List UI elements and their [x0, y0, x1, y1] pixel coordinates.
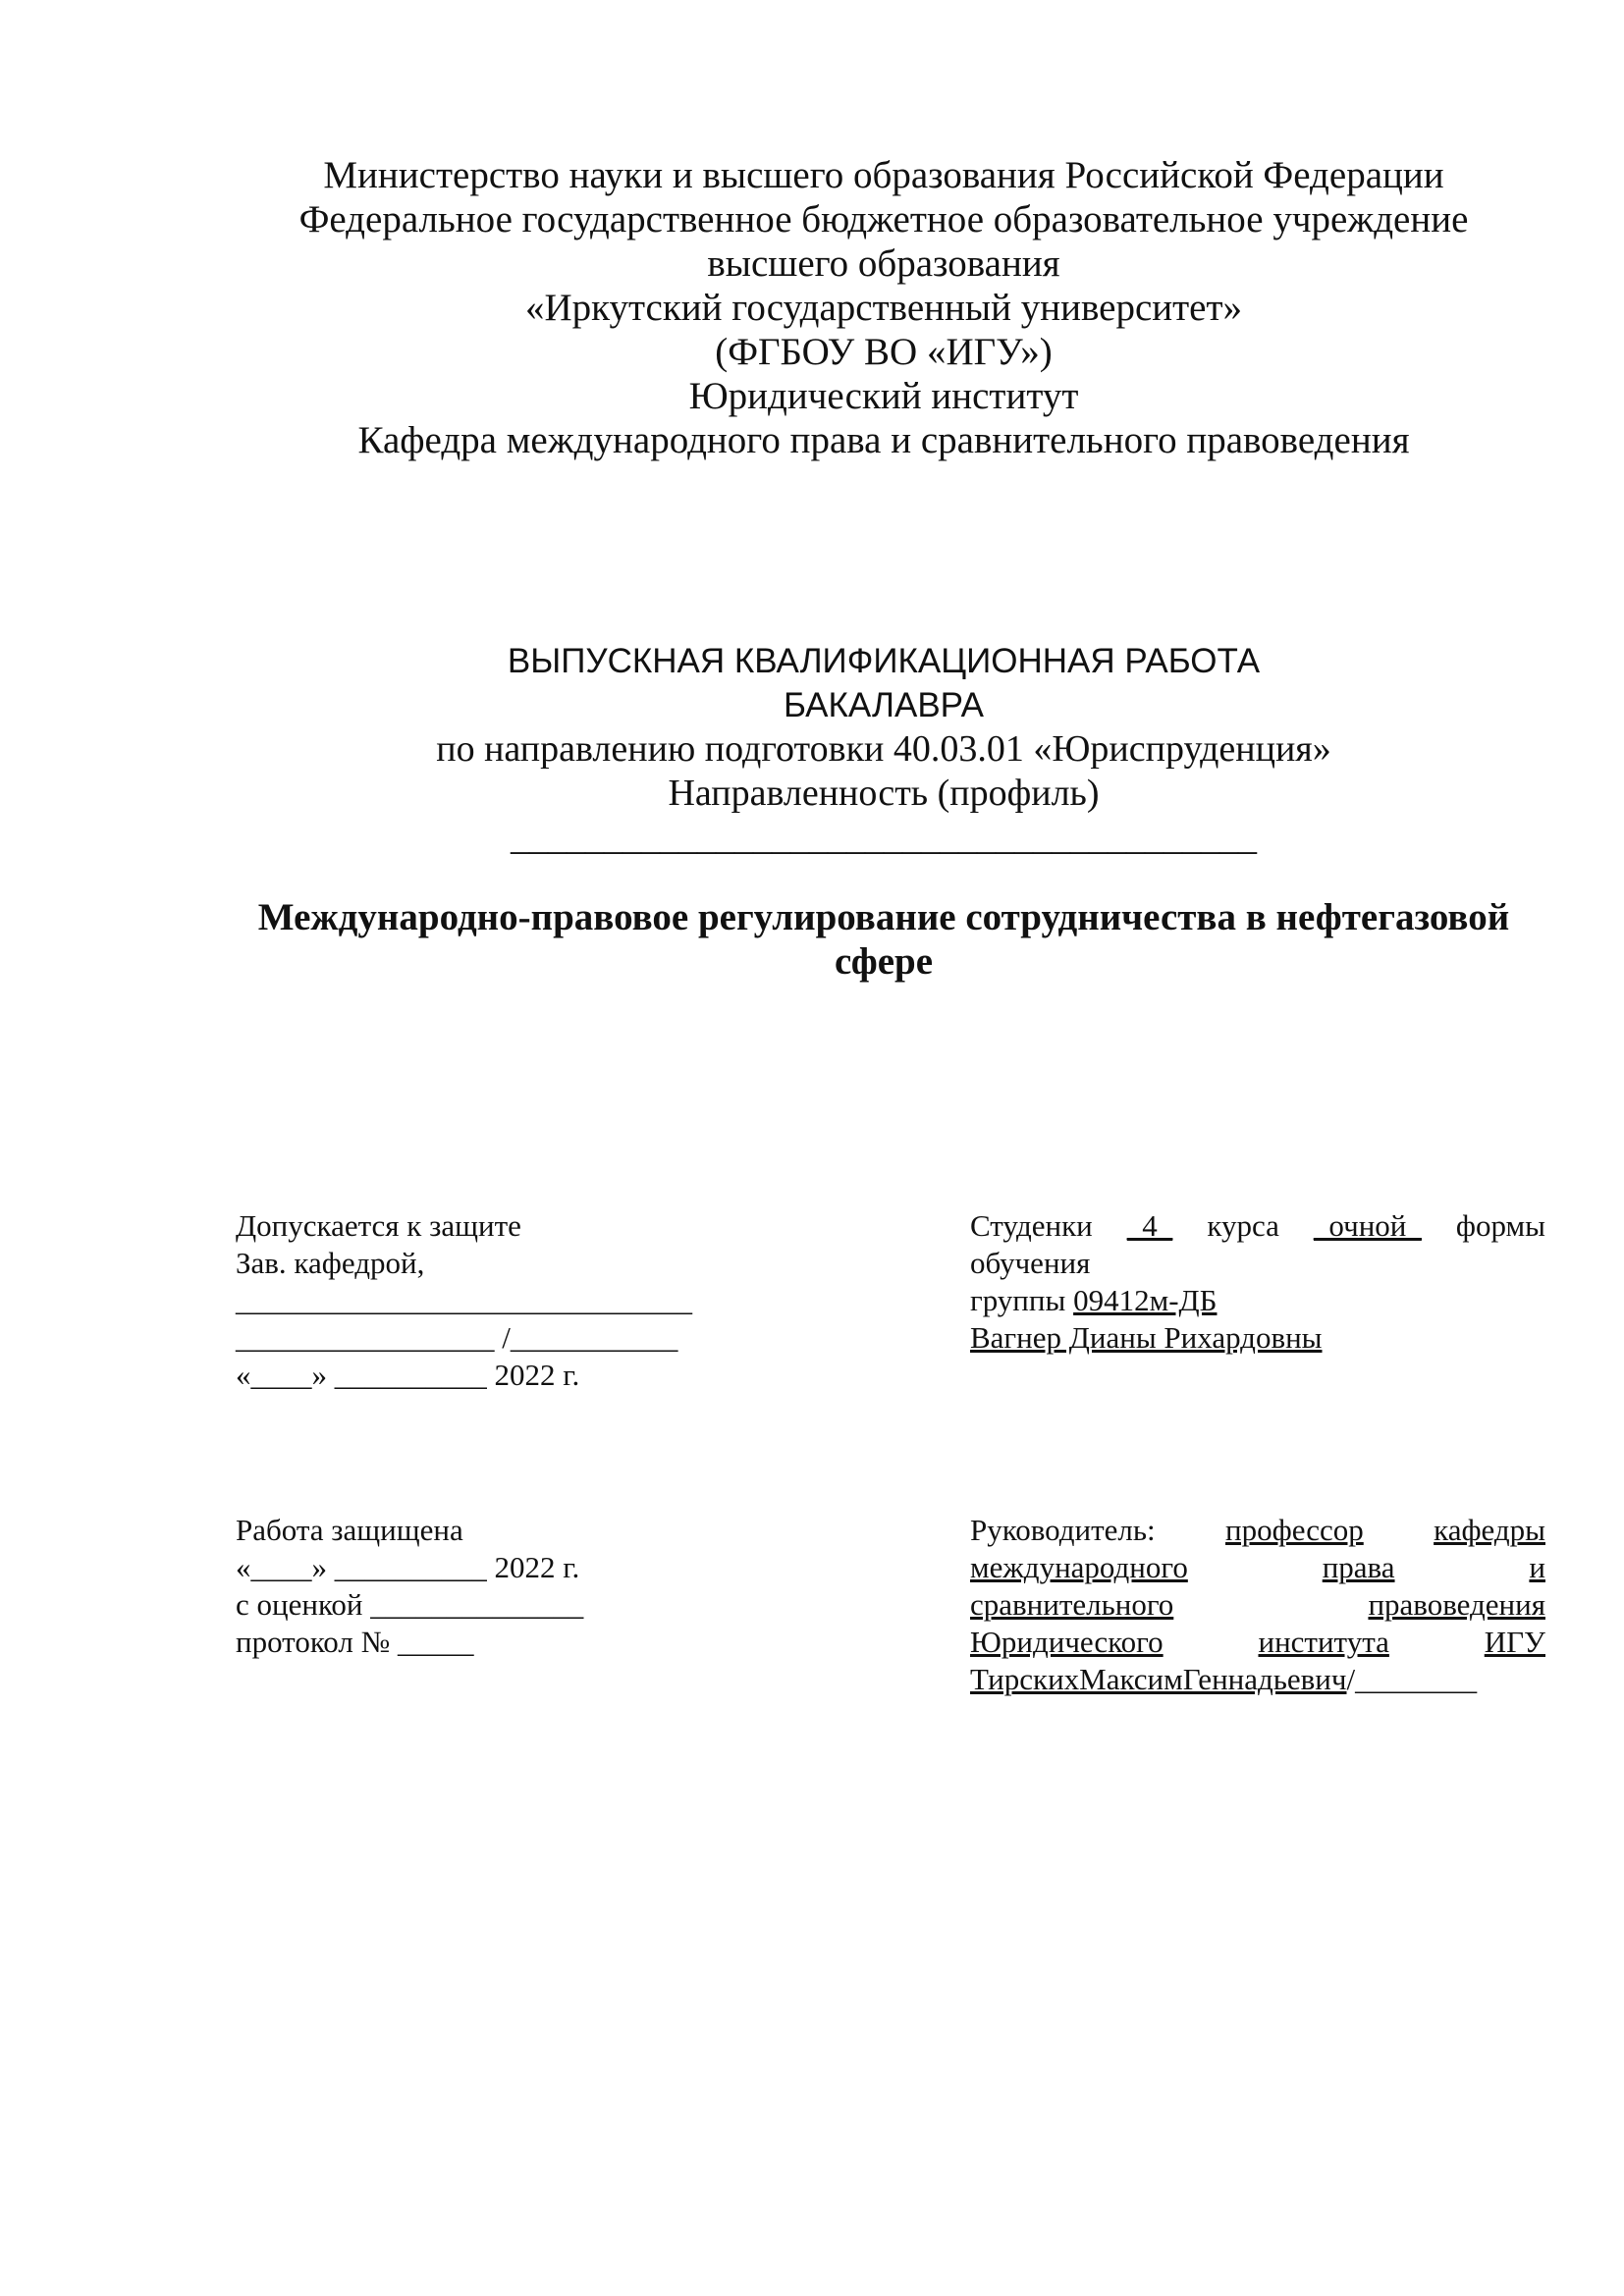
profile-line: Направленность (профиль)	[668, 773, 1100, 814]
supervisor-name: ТирскихМаксимГеннадьевич	[970, 1662, 1347, 1696]
supervisor-word6: сравнительного	[970, 1587, 1174, 1622]
defense-protocol: протокол № _____	[236, 1625, 474, 1659]
supervisor-word5: и	[1529, 1550, 1545, 1584]
student-line1	[970, 1207, 1545, 1245]
supervisor-word3: международного	[970, 1550, 1188, 1584]
thesis-title	[236, 895, 1532, 984]
supervisor-name-line	[970, 1661, 1545, 1698]
defense-date: «____» __________ 2022 г.	[236, 1550, 580, 1584]
supervisor-line3	[970, 1586, 1545, 1624]
defense-grade: с оценкой ______________	[236, 1587, 584, 1622]
institute-name: Юридический институт	[688, 375, 1079, 417]
admission-line2: Зав. кафедрой,	[236, 1246, 425, 1280]
student-name: Вагнер Дианы Рихардовны	[970, 1320, 1323, 1355]
defense-line1: Работа защищена	[236, 1513, 463, 1547]
supervisor-word8: Юридического	[970, 1625, 1164, 1659]
supervisor-word9: института	[1258, 1625, 1389, 1659]
study-form: _очной_	[1313, 1208, 1422, 1243]
work-type-block	[236, 639, 1532, 860]
supervisor-word7: правоведения	[1368, 1587, 1545, 1622]
course-number: _4_	[1126, 1208, 1173, 1243]
supervisor-line2	[970, 1549, 1545, 1586]
supervisor-label: Руководитель:	[970, 1513, 1156, 1547]
group-label: группы	[970, 1283, 1074, 1317]
work-type-line2: БАКАЛАВРА	[783, 686, 985, 724]
education-level-line: высшего образования	[707, 242, 1060, 285]
institution-type-line: Федеральное государственное бюджетное образовательное учреждение	[298, 198, 1469, 240]
direction-line: по направлению подготовки 40.03.01 «Юриспруденция»	[436, 728, 1331, 770]
student-line2: обучения	[970, 1246, 1091, 1280]
thesis-title-line1: Международно-правовое регулирование сотрудничества в нефтегазовой	[257, 896, 1510, 938]
department-name: Кафедра международного права и сравнительного правоведения	[357, 419, 1410, 461]
institution-header	[236, 153, 1532, 462]
student-word: Студенки	[970, 1208, 1093, 1243]
supervisor-word4: права	[1322, 1550, 1395, 1584]
supervisor-word2: кафедры	[1434, 1513, 1545, 1547]
profile-blank: ________________________________________	[511, 817, 1257, 858]
supervisor-line4	[970, 1624, 1545, 1661]
supervisor-block	[970, 1512, 1545, 1698]
supervisor-signature: /________	[1346, 1662, 1478, 1696]
admission-line4: _________________ /___________	[236, 1320, 678, 1355]
defense-block	[236, 1512, 746, 1661]
university-abbrev: (ФГБОУ ВО «ИГУ»)	[715, 331, 1053, 373]
student-block	[970, 1207, 1545, 1357]
course-word: курса	[1207, 1208, 1279, 1243]
work-type-line1: ВЫПУСКНАЯ КВАЛИФИКАЦИОННАЯ РАБОТА	[507, 642, 1261, 680]
supervisor-word1: профессор	[1225, 1513, 1364, 1547]
ministry-line: Министерство науки и высшего образования Российской Федерации	[323, 154, 1444, 196]
supervisor-line1	[970, 1512, 1545, 1549]
admission-date: «____» __________ 2022 г.	[236, 1358, 580, 1392]
student-group-line	[970, 1282, 1545, 1319]
group-number: 09412м-ДБ	[1073, 1283, 1218, 1317]
supervisor-word10: ИГУ	[1484, 1625, 1545, 1659]
form-word: формы	[1455, 1208, 1545, 1243]
admission-block	[236, 1207, 746, 1394]
university-name: «Иркутский государственный университет»	[524, 287, 1243, 329]
admission-line1: Допускается к защите	[236, 1208, 521, 1243]
admission-line3: ______________________________	[236, 1283, 692, 1317]
thesis-title-line2: сфере	[834, 940, 934, 983]
